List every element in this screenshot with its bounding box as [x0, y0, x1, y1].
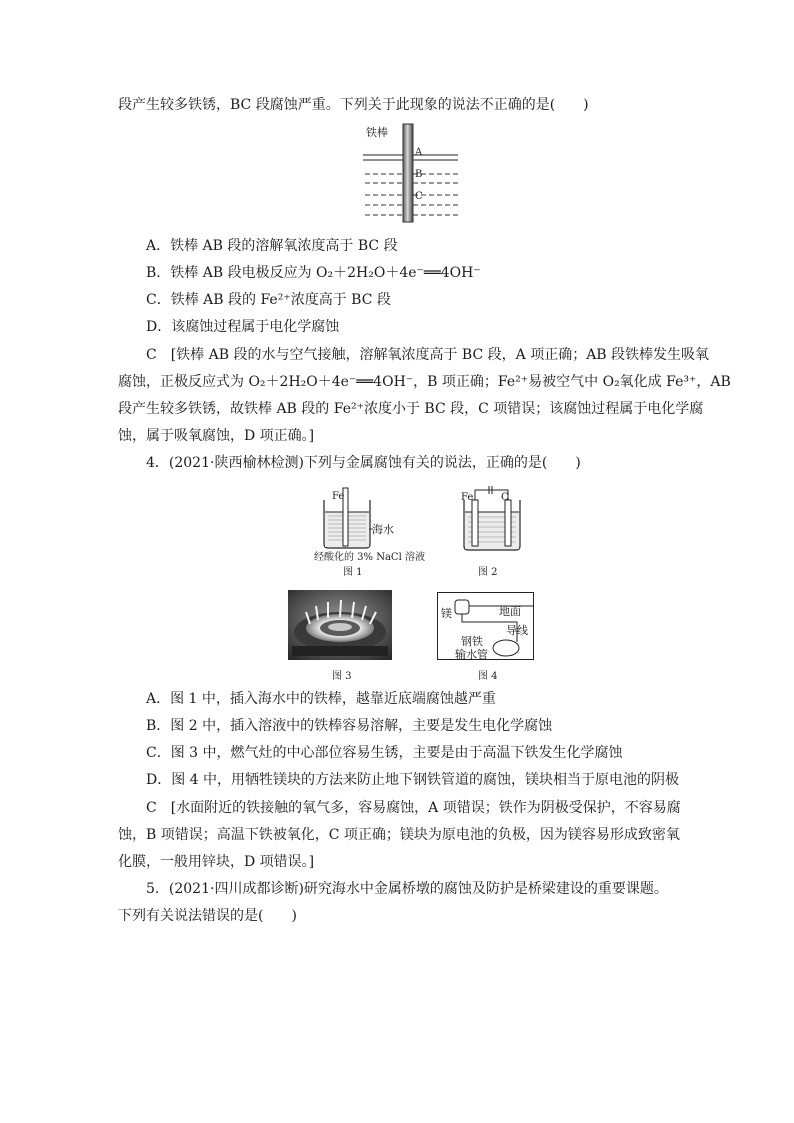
- point-c-label: C: [415, 191, 423, 202]
- q3-stem-tail: 段产生较多铁锈，BC 段腐蚀严重。下列关于此现象的说法不正确的是( ): [118, 97, 589, 113]
- c-electrode: [505, 500, 511, 546]
- q3-option-c: C．铁棒 AB 段的 Fe²⁺浓度高于 BC 段: [146, 292, 391, 308]
- q3-answer-line-1: C [铁棒 AB 段的水与空气接触，溶解氧浓度高于 BC 段，A 项正确；AB 段铁棒发生吸氧: [146, 347, 710, 363]
- q3-option-a: A．铁棒 AB 段的溶解氧浓度高于 BC 段: [146, 238, 398, 254]
- q4-option-d: D．图 4 中，用牺牲镁块的方法来防止地下钢铁管道的腐蚀，镁块相当于原电池的阴极: [146, 772, 680, 788]
- fig4-ground-label: 地面: [499, 605, 521, 618]
- q4-answer-line-3: 化膜，一般用锌块，D 项错误。]: [118, 854, 315, 870]
- fig1-caption: 图 1: [343, 567, 363, 578]
- point-b-label: B: [415, 169, 423, 180]
- fig2-fe-label: Fe: [461, 492, 474, 503]
- beaker-fe-seawater-diagram: [318, 486, 378, 550]
- iron-rod: [403, 124, 413, 222]
- q3-answer-line-2: 腐蚀，正极反应式为 O₂＋2H₂O＋4e⁻══4OH⁻，B 项正确；Fe²⁺易被空气中 O₂氧化成 Fe³⁺，AB: [118, 374, 731, 390]
- fig1-seawater-label: 海水: [372, 523, 394, 536]
- q3-option-b: B．铁棒 AB 段电极反应为 O₂＋2H₂O＋4e⁻══4OH⁻: [146, 265, 481, 281]
- fig4-pipe-label-1: 钢铁: [461, 635, 483, 648]
- rod-label: 铁棒: [366, 126, 388, 139]
- q4-option-c: C．图 3 中，燃气灶的中心部位容易生锈，主要是由于高温下铁发生化学腐蚀: [146, 745, 623, 761]
- fig4-wire-label: 导线: [506, 624, 528, 637]
- fe-electrode: [472, 500, 478, 546]
- q3-answer-line-3: 段产生较多铁锈，故铁棒 AB 段的 Fe²⁺浓度小于 BC 段，C 项错误；该腐蚀过程属于电化学腐: [118, 401, 704, 417]
- fig2-caption: 图 2: [478, 567, 498, 578]
- q5-stem-line-1: 5．(2021·四川成都诊断)研究海水中金属桥墩的腐蚀及防护是桥梁建设的重要课题。: [146, 881, 668, 897]
- q3-option-d: D．该腐蚀过程属于电化学腐蚀: [146, 319, 340, 335]
- q4-stem: 4．(2021·陕西榆林检测)下列与金属腐蚀有关的说法，正确的是( ): [146, 455, 581, 471]
- fig2-c-label: C: [501, 492, 509, 503]
- magnesium-block: [455, 600, 469, 614]
- fig4-mg-label: 镁: [441, 607, 452, 620]
- q4-answer-line-1: C [水面附近的铁接触的氧气多，容易腐蚀，A 项错误；铁作为阴极受保护，不容易腐: [146, 800, 681, 816]
- gas-stove-burner-photo: [288, 590, 392, 660]
- fig1-solution-label: 经酸化的 3% NaCl 溶液: [314, 552, 425, 563]
- steel-pipe: [493, 640, 519, 656]
- q4-option-b: B．图 2 中，插入溶液中的铁棒容易溶解，主要是发生电化学腐蚀: [146, 718, 553, 734]
- q4-answer-line-2: 蚀，B 项错误；高温下铁被氧化，C 项正确；镁块为原电池的负极，因为镁容易形成致密氧: [118, 827, 680, 843]
- fig3-caption: 图 3: [332, 671, 352, 682]
- q5-stem-line-2: 下列有关说法错误的是( ): [118, 908, 297, 924]
- fig4-pipe-label-2: 输水管: [455, 648, 488, 661]
- fig1-fe-label: Fe: [332, 491, 345, 502]
- q4-option-a: A．图 1 中，插入海水中的铁棒，越靠近底端腐蚀越严重: [146, 691, 496, 707]
- point-a-label: A: [415, 147, 423, 158]
- q3-answer-line-4: 蚀，属于吸氧腐蚀，D 项正确。]: [118, 428, 315, 444]
- fig4-caption: 图 4: [478, 671, 498, 682]
